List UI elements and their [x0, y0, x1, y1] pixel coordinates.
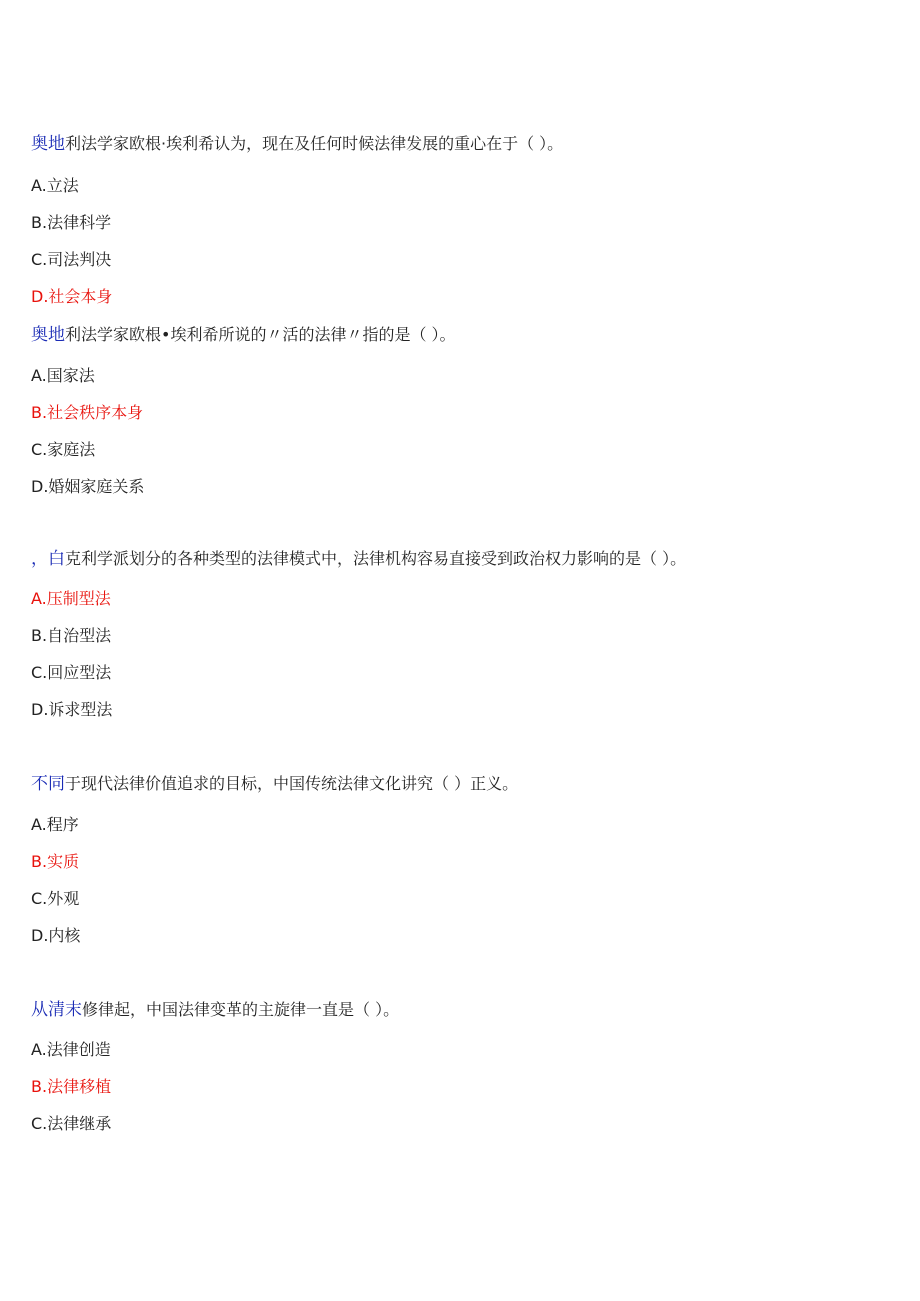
- option-b-correct: B.社会秩序本身: [31, 403, 144, 422]
- question-text: 克利学派划分的各种类型的法律模式中，法律机构容易直接受到政治权力影响的是（ ）。: [65, 549, 687, 568]
- option-c: C.司法判决: [31, 250, 112, 269]
- option-a-correct: A.压制型法: [31, 589, 111, 608]
- question-lead: ，白: [31, 549, 65, 569]
- option-a: A.法律创造: [31, 1040, 111, 1059]
- question-text: 于现代法律价值追求的目标，中国传统法律文化讲究（ ）正义。: [65, 774, 519, 793]
- option-d: D.内核: [31, 926, 81, 945]
- option-d: D.诉求型法: [31, 700, 113, 719]
- option-b: B.法律科学: [31, 213, 112, 232]
- question-5: [31, 999, 399, 1021]
- option-c: C.回应型法: [31, 663, 112, 682]
- question-lead: 从清末: [31, 1000, 82, 1020]
- option-a: A.程序: [31, 815, 79, 834]
- option-b: B.自治型法: [31, 626, 112, 645]
- option-d: D.婚姻家庭关系: [31, 477, 145, 496]
- option-c: C.法律继承: [31, 1114, 112, 1133]
- question-lead: 奥地: [31, 325, 65, 345]
- question-text: 修律起，中国法律变革的主旋律一直是（ ）。: [82, 1000, 400, 1019]
- question-1: [31, 133, 563, 155]
- question-4: [31, 773, 518, 795]
- option-a: A.国家法: [31, 366, 95, 385]
- option-d-correct: D.社会本身: [31, 287, 113, 306]
- option-b-correct: B.实质: [31, 852, 80, 871]
- question-text: 利法学家欧根·埃利希认为，现在及任何时候法律发展的重心在于（ ）。: [65, 134, 564, 153]
- question-text: 利法学家欧根•埃利希所说的〃活的法律〃指的是（ ）。: [65, 325, 456, 344]
- question-lead: 不同: [31, 774, 65, 794]
- question-3: [31, 548, 686, 570]
- option-c: C.外观: [31, 889, 80, 908]
- option-b-correct: B.法律移植: [31, 1077, 112, 1096]
- question-2: [31, 324, 456, 346]
- option-c: C.家庭法: [31, 440, 96, 459]
- option-a: A.立法: [31, 176, 79, 195]
- question-lead: 奥地: [31, 134, 65, 154]
